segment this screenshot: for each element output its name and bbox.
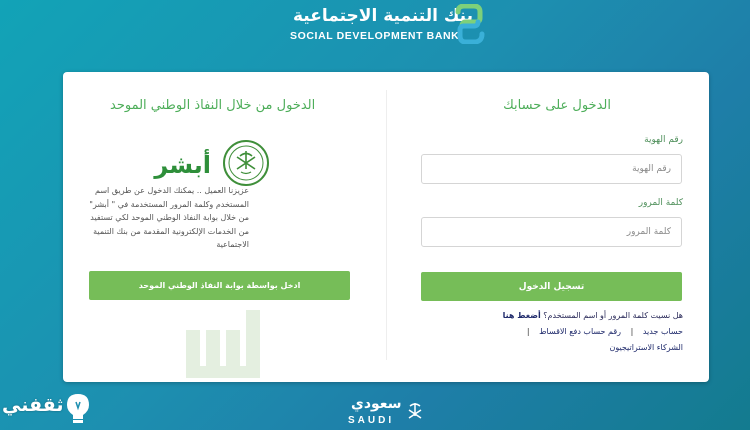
partners-link[interactable]: الشركاء الاستراتيجيون	[609, 343, 683, 352]
account-links	[520, 327, 683, 336]
lightbulb-icon	[64, 392, 92, 426]
saudi-emblem-icon	[219, 139, 273, 187]
forgot-line	[503, 311, 683, 320]
login-button[interactable]: تسجيل الدخول	[421, 272, 682, 301]
password-label: كلمة المرور	[638, 198, 683, 208]
bank-name-en: SOCIAL DEVELOPMENT BANK	[290, 30, 460, 42]
saudi-ar-text: سعودي	[351, 396, 402, 412]
password-input[interactable]	[421, 217, 682, 247]
login-card	[63, 72, 709, 382]
id-input[interactable]	[421, 154, 682, 184]
site-watermark-text: ثقفني	[2, 394, 64, 416]
nafath-login-button[interactable]: ادخل بواسطة بوابة النفاذ الوطني الموحد	[89, 271, 350, 300]
absher-logo: أبشر	[154, 151, 211, 179]
forgot-text: هل نسيت كلمة المرور أو اسم المستخدم؟	[543, 311, 683, 320]
installments-link[interactable]: رقم حساب دفع الاقساط	[539, 327, 622, 336]
id-label: رقم الهوية	[644, 135, 683, 145]
absher-watermark-icon	[180, 304, 280, 384]
saudi-en-text: SAUDI	[348, 415, 395, 426]
login-title: الدخول على حسابك	[503, 98, 611, 113]
saudi-palm-swords-icon	[404, 400, 426, 424]
column-divider	[386, 90, 387, 360]
forgot-link[interactable]: أضغط هنا	[502, 311, 541, 320]
link-separator: |	[630, 327, 634, 336]
nafath-description: عزيزنا العميل .. يمكنك الدخول عن طريق اسم المستخدم وكلمة المرور المستخدمة في " أبشر" من خلال بوابة النفاذ الوطني الموحد لكي تستفيد من الخدمات الإلكترونية المقدمة من بنك التنمية الاجتماعية	[89, 186, 249, 249]
partners-line	[609, 343, 683, 352]
nafath-title: الدخول من خلال النفاذ الوطني الموحد	[110, 98, 316, 113]
bank-name-ar: بنك التنمية الاجتماعية	[292, 6, 473, 26]
sdb-logo-icon	[452, 4, 488, 44]
link-separator: |	[526, 327, 530, 336]
header	[0, 4, 750, 48]
new-account-link[interactable]: حساب جديد	[642, 327, 683, 336]
